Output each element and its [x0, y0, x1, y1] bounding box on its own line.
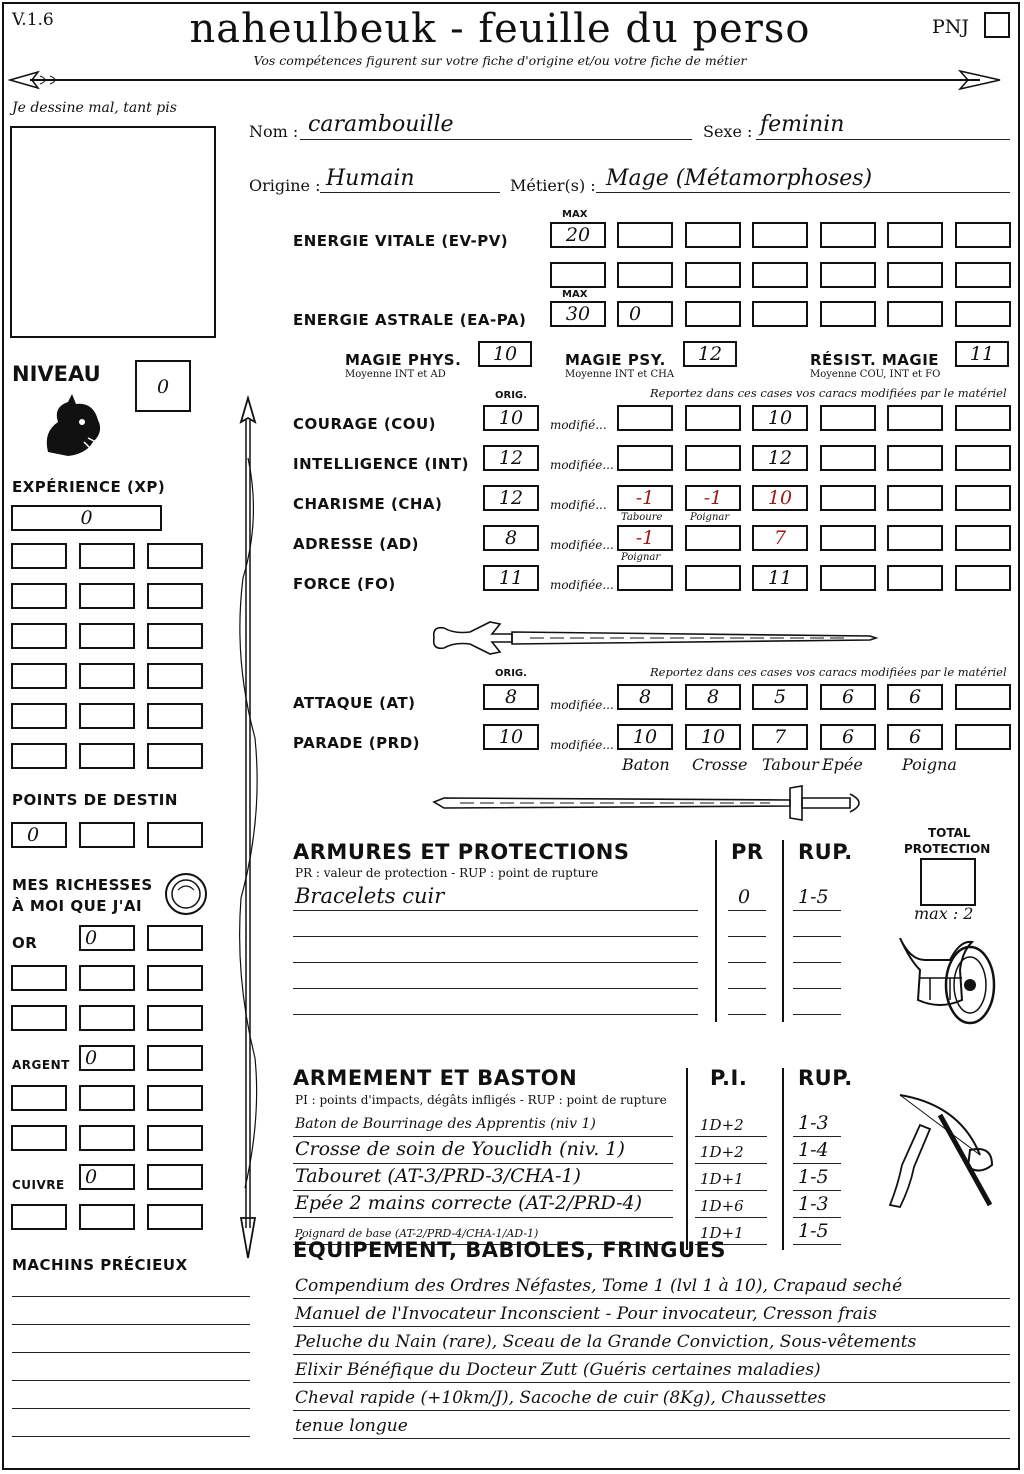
weapons-rup-label: RUP. — [798, 1066, 853, 1090]
resist-magie-label: RÉSIST. MAGIE — [810, 351, 940, 369]
xp-box[interactable]: 0 — [11, 505, 162, 531]
ea-label: ENERGIE ASTRALE (EA-PA) — [293, 311, 527, 329]
xp-box[interactable] — [147, 583, 203, 609]
xp-box[interactable] — [79, 623, 135, 649]
at-mod-box[interactable]: 8 — [617, 684, 673, 710]
weapons-icon — [880, 1095, 1000, 1215]
precieux-line[interactable] — [12, 1380, 250, 1381]
carac-mod-box[interactable] — [685, 445, 741, 471]
combat-orig-label: ORIG. — [495, 668, 527, 679]
combat-weapon-label: Crosse — [692, 755, 748, 774]
carac-mod-box[interactable]: 10 — [752, 485, 808, 511]
xp-box[interactable] — [11, 583, 67, 609]
niveau-label: NIVEAU — [12, 362, 101, 386]
argent-box[interactable] — [147, 1085, 203, 1111]
weapon-pi[interactable]: 1D+1 — [700, 1224, 744, 1242]
equipment-line[interactable]: Elixir Bénéfique du Docteur Zutt (Guéris certaines maladies) — [295, 1360, 821, 1380]
carac-mod-box[interactable] — [820, 445, 876, 471]
armor-name[interactable]: Bracelets cuir — [295, 884, 445, 908]
weapons-pi-label: P.I. — [710, 1066, 748, 1090]
carac-orig-box[interactable]: 12 — [483, 485, 539, 511]
total-protection-box[interactable] — [920, 858, 976, 906]
carac-label: ADRESSE (AD) — [293, 535, 420, 553]
magie-phys-label: MAGIE PHYS. — [345, 351, 462, 369]
carac-mod-box[interactable] — [955, 405, 1011, 431]
ea-box[interactable] — [685, 301, 741, 327]
ea-box[interactable] — [955, 301, 1011, 327]
xp-box[interactable] — [11, 663, 67, 689]
or-box[interactable]: 0 — [79, 925, 135, 951]
argent-box[interactable] — [11, 1125, 67, 1151]
carac-mod-box[interactable]: -1 — [685, 485, 741, 511]
cuivre-box[interactable] — [147, 1204, 203, 1230]
origine-label: Origine : — [249, 176, 321, 195]
pnj-checkbox[interactable] — [984, 12, 1010, 38]
xp-box[interactable] — [79, 583, 135, 609]
xp-box[interactable] — [147, 543, 203, 569]
magie-phys-sub: Moyenne INT et AD — [345, 369, 446, 380]
equipment-line[interactable]: Cheval rapide (+10km/J), Sacoche de cuir (8Kg), Chaussettes — [295, 1388, 827, 1408]
armor-rup-label: RUP. — [798, 840, 853, 864]
helmet-shield-icon — [890, 930, 1000, 1030]
weapon-name[interactable]: Epée 2 mains correcte (AT-2/PRD-4) — [295, 1192, 643, 1214]
spear-icon — [233, 398, 263, 1258]
argent-box[interactable] — [147, 1045, 203, 1071]
weapon-rup[interactable]: 1-3 — [798, 1112, 829, 1134]
or-box[interactable] — [11, 1005, 67, 1031]
ev-box[interactable] — [617, 262, 673, 288]
ea-box[interactable] — [887, 301, 943, 327]
nom-value[interactable]: carambouille — [308, 112, 454, 137]
coin-icon — [164, 872, 208, 916]
cuivre-box[interactable]: 0 — [79, 1164, 135, 1190]
at-mod-box[interactable] — [955, 684, 1011, 710]
at-orig-box[interactable]: 8 — [483, 684, 539, 710]
prd-label: PARADE (PRD) — [293, 734, 421, 752]
at-mod-box[interactable]: 8 — [685, 684, 741, 710]
weapon-rup[interactable]: 1-5 — [798, 1220, 829, 1242]
prd-mod-box[interactable]: 7 — [752, 724, 808, 750]
weapon-pi[interactable]: 1D+2 — [700, 1116, 744, 1134]
carac-mod-box[interactable] — [685, 565, 741, 591]
or-box[interactable] — [79, 1005, 135, 1031]
weapon-pi[interactable]: 1D+1 — [700, 1170, 744, 1188]
precieux-line[interactable] — [12, 1324, 250, 1325]
resist-magie-sub: Moyenne COU, INT et FO — [810, 369, 941, 380]
ev-max-label: MAX — [562, 209, 588, 220]
sexe-label: Sexe : — [703, 122, 753, 141]
xp-box[interactable] — [11, 543, 67, 569]
carac-label: COURAGE (COU) — [293, 415, 437, 433]
combat-weapon-label: Epée — [822, 755, 863, 774]
nom-label: Nom : — [249, 122, 299, 141]
ea-current-box[interactable]: 0 — [617, 301, 673, 327]
precieux-label: MACHINS PRÉCIEUX — [12, 1256, 188, 1274]
combat-weapon-label: Poigna — [902, 755, 957, 774]
argent-box[interactable] — [147, 1125, 203, 1151]
argent-box[interactable]: 0 — [79, 1045, 135, 1071]
ev-label: ENERGIE VITALE (EV-PV) — [293, 232, 509, 250]
sword-icon — [430, 614, 880, 660]
armor-rup[interactable]: 1-5 — [798, 886, 829, 908]
weapons-title: ARMEMENT ET BASTON — [293, 1066, 578, 1090]
carac-label: FORCE (FO) — [293, 575, 396, 593]
ev-box[interactable] — [820, 222, 876, 248]
carac-mod-box[interactable] — [685, 525, 741, 551]
magie-psy-label: MAGIE PSY. — [565, 351, 666, 369]
carac-mod-box[interactable] — [685, 405, 741, 431]
carac-mod-label: modifiée... — [550, 578, 614, 592]
carac-mod-note: Poignar — [621, 552, 661, 563]
carac-mod-note: Poignar — [690, 512, 730, 523]
at-mod-box[interactable]: 6 — [887, 684, 943, 710]
precieux-line[interactable] — [12, 1352, 250, 1353]
carac-mod-label: modifiée... — [550, 538, 614, 552]
prd-mod-box[interactable]: 6 — [887, 724, 943, 750]
carac-mod-box[interactable] — [617, 445, 673, 471]
equipment-line[interactable]: Compendium des Ordres Néfastes, Tome 1 (lvl 1 à 10), Crapaud seché — [295, 1276, 903, 1296]
weapon-name[interactable]: Baton de Bourrinage des Apprentis (niv 1) — [295, 1116, 596, 1132]
at-mod-label: modifiée... — [550, 698, 614, 712]
xp-box[interactable] — [147, 703, 203, 729]
version-label: V.1.6 — [12, 10, 54, 30]
total-protection-label-2: PROTECTION — [904, 842, 991, 856]
weapons-note: PI : points d'impacts, dégâts infligés - RUP : point de rupture — [295, 1093, 667, 1107]
xp-box[interactable] — [79, 663, 135, 689]
total-protection-label-1: TOTAL — [928, 826, 971, 840]
weapon-pi[interactable]: 1D+6 — [700, 1197, 744, 1215]
argent-box[interactable] — [79, 1125, 135, 1151]
carac-orig-box[interactable]: 11 — [483, 565, 539, 591]
prd-orig-box[interactable]: 10 — [483, 724, 539, 750]
carac-mod-box[interactable] — [887, 445, 943, 471]
armor-pr[interactable]: 0 — [738, 886, 751, 908]
carac-label: CHARISME (CHA) — [293, 495, 443, 513]
at-mod-box[interactable]: 5 — [752, 684, 808, 710]
carac-mod-box[interactable]: 7 — [752, 525, 808, 551]
carac-mod-label: modifiée... — [550, 458, 614, 472]
carac-orig-box[interactable]: 8 — [483, 525, 539, 551]
sword-icon — [430, 780, 880, 826]
carac-mod-box[interactable] — [617, 405, 673, 431]
ev-box[interactable] — [685, 222, 741, 248]
combat-report-note: Reportez dans ces cases vos caracs modifiées par le matériel — [650, 665, 1007, 679]
carac-mod-box[interactable]: 11 — [752, 565, 808, 591]
carac-mod-note: Taboure — [621, 512, 663, 523]
weapon-pi[interactable]: 1D+2 — [700, 1143, 744, 1161]
weapon-name[interactable]: Crosse de soin de Youclidh (niv. 1) — [295, 1138, 625, 1160]
xp-box[interactable] — [11, 703, 67, 729]
ev-box[interactable] — [887, 262, 943, 288]
argent-label: ARGENT — [12, 1058, 70, 1072]
richesses-label-1: MES RICHESSES — [12, 876, 153, 894]
ev-max-box[interactable]: 20 — [550, 222, 606, 248]
carac-mod-box[interactable]: -1 — [617, 485, 673, 511]
or-label: OR — [12, 934, 38, 952]
prd-mod-box[interactable]: 6 — [820, 724, 876, 750]
dragon-icon — [38, 392, 108, 462]
xp-box[interactable] — [79, 743, 135, 769]
magie-psy-box[interactable]: 12 — [683, 341, 737, 367]
carac-mod-label: modifié... — [550, 418, 607, 432]
xp-label: EXPÉRIENCE (XP) — [12, 478, 166, 496]
ev-box[interactable] — [617, 222, 673, 248]
ev-box[interactable] — [820, 262, 876, 288]
page-subtitle: Vos compétences figurent sur votre fiche d'origine et/ou votre fiche de métier — [253, 53, 747, 68]
or-box[interactable] — [147, 965, 203, 991]
ev-box[interactable] — [550, 262, 606, 288]
carac-mod-box[interactable] — [887, 405, 943, 431]
armor-pr-label: PR — [731, 840, 764, 864]
caracs-orig-label: ORIG. — [495, 390, 527, 401]
cuivre-label: CUIVRE — [12, 1178, 65, 1192]
destin-box[interactable] — [147, 822, 203, 848]
metier-label: Métier(s) : — [510, 176, 596, 195]
prd-mod-box[interactable]: 10 — [685, 724, 741, 750]
metier-value[interactable]: Mage (Métamorphoses) — [606, 166, 873, 191]
ev-box[interactable] — [955, 222, 1011, 248]
portrait-caption: Je dessine mal, tant pis — [12, 100, 177, 116]
equipment-line[interactable]: Peluche du Nain (rare), Sceau de la Grande Conviction, Sous-vêtements — [295, 1332, 917, 1352]
ev-box[interactable] — [752, 222, 808, 248]
destin-box[interactable]: 0 — [11, 822, 67, 848]
arrow-icon — [10, 68, 1010, 98]
caracs-report-note: Reportez dans ces cases vos caracs modifiées par le matériel — [650, 386, 1007, 400]
cuivre-box[interactable] — [79, 1204, 135, 1230]
ev-box[interactable] — [752, 262, 808, 288]
xp-box[interactable] — [147, 743, 203, 769]
carac-mod-box[interactable] — [820, 405, 876, 431]
or-box[interactable] — [147, 1005, 203, 1031]
equipment-title: ÉQUIPEMENT, BABIOLES, FRINGUES — [293, 1238, 726, 1262]
armor-note: PR : valeur de protection - RUP : point de rupture — [295, 866, 599, 880]
cuivre-box[interactable] — [11, 1204, 67, 1230]
equipment-line[interactable]: Manuel de l'Invocateur Inconscient - Pour invocateur, Cresson frais — [295, 1304, 877, 1324]
carac-mod-box[interactable] — [820, 565, 876, 591]
portrait-box[interactable] — [10, 126, 216, 338]
precieux-line[interactable] — [12, 1296, 250, 1297]
carac-orig-box[interactable]: 12 — [483, 445, 539, 471]
combat-weapon-label: Tabour — [762, 755, 819, 774]
destin-label: POINTS DE DESTIN — [12, 791, 178, 809]
ev-box[interactable] — [955, 262, 1011, 288]
richesses-label-2: À MOI QUE J'AI — [12, 897, 143, 915]
weapon-rup[interactable]: 1-3 — [798, 1193, 829, 1215]
total-protection-max: max : 2 — [914, 904, 974, 923]
ea-max-box[interactable]: 30 — [550, 301, 606, 327]
sexe-value[interactable]: feminin — [760, 112, 845, 137]
cuivre-box[interactable] — [147, 1164, 203, 1190]
or-box[interactable] — [11, 965, 67, 991]
carac-mod-box[interactable] — [887, 525, 943, 551]
xp-box[interactable] — [147, 663, 203, 689]
ea-max-label: MAX — [562, 289, 588, 300]
carac-orig-box[interactable]: 10 — [483, 405, 539, 431]
prd-mod-label: modifiée... — [550, 738, 614, 752]
combat-weapon-label: Baton — [622, 755, 670, 774]
argent-box[interactable] — [11, 1085, 67, 1111]
prd-mod-box[interactable] — [955, 724, 1011, 750]
carac-label: INTELLIGENCE (INT) — [293, 455, 469, 473]
ev-box[interactable] — [887, 222, 943, 248]
carac-mod-label: modifié... — [550, 498, 607, 512]
carac-mod-box[interactable] — [820, 485, 876, 511]
carac-mod-box[interactable] — [887, 565, 943, 591]
weapon-rup[interactable]: 1-4 — [798, 1139, 829, 1161]
origine-value[interactable]: Humain — [326, 166, 415, 191]
carac-mod-box[interactable] — [887, 485, 943, 511]
carac-mod-box[interactable]: 12 — [752, 445, 808, 471]
magie-phys-box[interactable]: 10 — [478, 341, 532, 367]
or-box[interactable] — [79, 965, 135, 991]
at-mod-box[interactable]: 6 — [820, 684, 876, 710]
resist-magie-box[interactable]: 11 — [955, 341, 1009, 367]
carac-mod-box[interactable]: 10 — [752, 405, 808, 431]
carac-mod-box[interactable] — [955, 565, 1011, 591]
precieux-line[interactable] — [12, 1408, 250, 1409]
argent-box[interactable] — [79, 1085, 135, 1111]
ea-box[interactable] — [752, 301, 808, 327]
magie-psy-sub: Moyenne INT et CHA — [565, 369, 675, 380]
xp-box[interactable] — [79, 543, 135, 569]
prd-mod-box[interactable]: 10 — [617, 724, 673, 750]
niveau-box[interactable]: 0 — [135, 360, 191, 412]
at-label: ATTAQUE (AT) — [293, 694, 416, 712]
ea-box[interactable] — [820, 301, 876, 327]
weapon-name[interactable]: Tabouret (AT-3/PRD-3/CHA-1) — [295, 1165, 581, 1187]
weapon-name[interactable]: Poignard de base (AT-2/PRD-4/CHA-1/AD-1) — [295, 1227, 539, 1240]
page-title: naheulbeuk - feuille du perso — [189, 6, 811, 52]
destin-box[interactable] — [79, 822, 135, 848]
carac-mod-box[interactable] — [955, 525, 1011, 551]
xp-box[interactable] — [79, 703, 135, 729]
carac-mod-box[interactable] — [617, 565, 673, 591]
ev-box[interactable] — [685, 262, 741, 288]
xp-box[interactable] — [147, 623, 203, 649]
carac-mod-box[interactable] — [955, 485, 1011, 511]
xp-box[interactable] — [11, 743, 67, 769]
weapon-rup[interactable]: 1-5 — [798, 1166, 829, 1188]
pnj-label: PNJ — [932, 16, 970, 38]
carac-mod-box[interactable]: -1 — [617, 525, 673, 551]
xp-box[interactable] — [11, 623, 67, 649]
precieux-line[interactable] — [12, 1436, 250, 1437]
or-box[interactable] — [147, 925, 203, 951]
armor-title: ARMURES ET PROTECTIONS — [293, 840, 630, 864]
carac-mod-box[interactable] — [955, 445, 1011, 471]
equipment-line[interactable]: tenue longue — [295, 1416, 408, 1436]
carac-mod-box[interactable] — [820, 525, 876, 551]
